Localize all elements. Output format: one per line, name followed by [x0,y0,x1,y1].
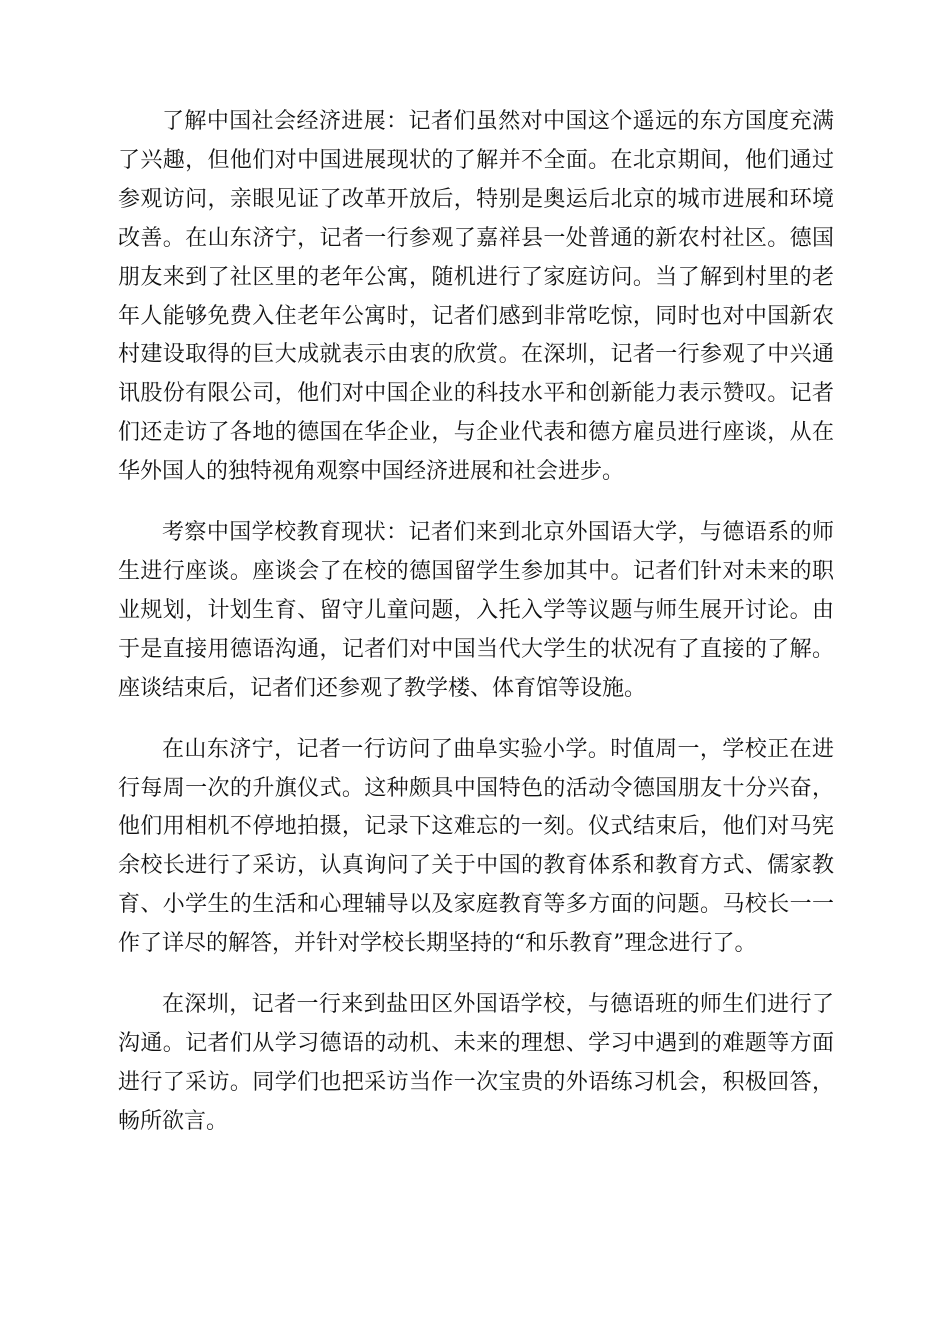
paragraph-economy: 了解中国社会经济进展：记者们虽然对中国这个遥远的东方国度充满了兴趣，但他们对中国进展现状的了解并不全面。在北京期间，他们通过参观访问，亲眼见证了改革开放后，特别是奥运后北京的城市进展和环境改善。在山东济宁，记者一行参观了嘉祥县一处普通的新农村社区。德国朋友来到了社区里的老年公寓，随机进行了家庭访问。当了解到村里的老年人能够免费入住老年公寓时，记者们感到非常吃惊，同时也对中国新农村建设取得的巨大成就表示由衷的欣赏。在深圳，记者一行参观了中兴通讯股份有限公司，他们对中国企业的科技水平和创新能力表示赞叹。记者们还走访了各地的德国在华企业，与企业代表和德方雇员进行座谈，从在华外国人的独特视角观察中国经济进展和社会进步。 [118,109,834,485]
document-body [118,103,834,1164]
paragraph-primary-school: 在山东济宁，记者一行访问了曲阜实验小学。时值周一，学校正在进行每周一次的升旗仪式。这种颇具中国特色的活动令德国朋友十分兴奋，他们用相机不停地拍摄，记录下这难忘的一刻。仪式结束后，他们对马宪余校长进行了采访，认真询问了关于中国的教育体系和教育方式、儒家教育、小学生的生活和心理辅导以及家庭教育等多方面的问题。马校长一一作了详尽的解答，并针对学校长期坚持的“和乐教育”理念进行了。 [118,736,834,957]
paragraph-shenzhen-school: 在深圳，记者一行来到盐田区外国语学校，与德语班的师生们进行了沟通。记者们从学习德语的动机、未来的理想、学习中遇到的难题等方面进行了采访。同学们也把采访当作一次宝贵的外语练习机会，积极回答，畅所欲言。 [118,992,834,1134]
paragraph-education: 考察中国学校教育现状：记者们来到北京外国语大学，与德语系的师生进行座谈。座谈会了在校的德国留学生参加其中。记者们针对未来的职业规划，计划生育、留守儿童问题，入托入学等议题与师生展开讨论。由于是直接用德语沟通，记者们对中国当代大学生的状况有了直接的了解。座谈结束后，记者们还参观了教学楼、体育馆等设施。 [118,520,834,701]
